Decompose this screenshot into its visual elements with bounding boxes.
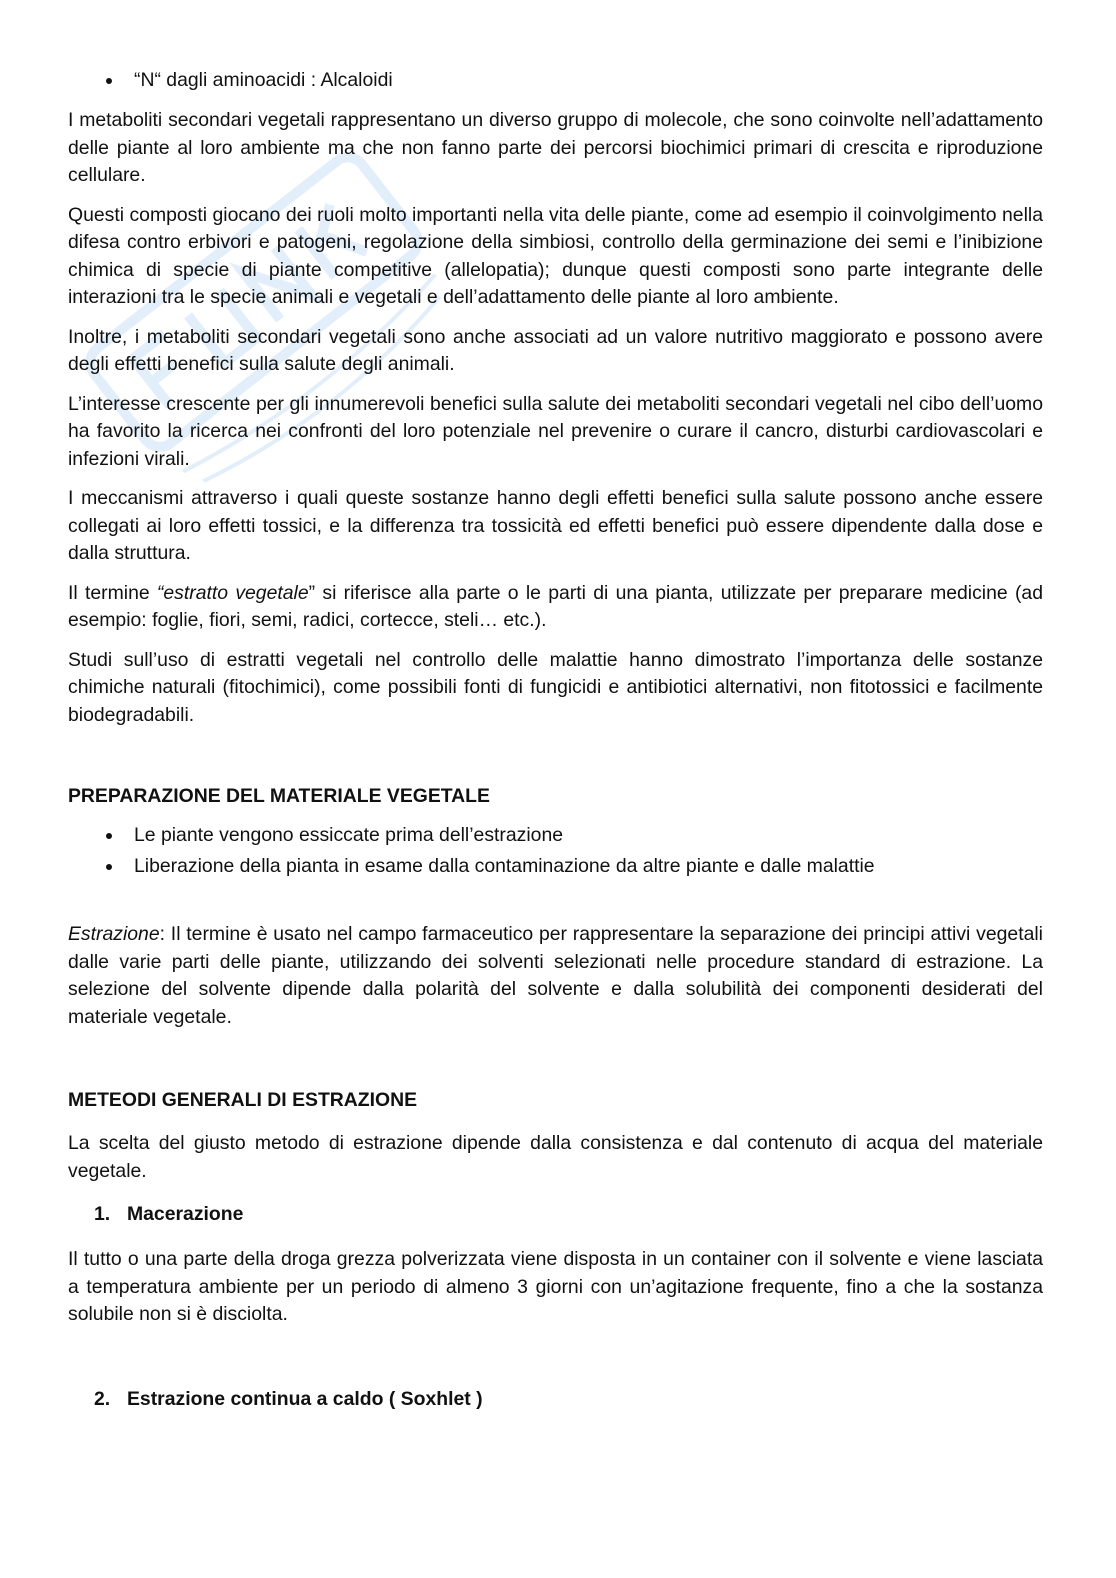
heading-extraction-methods: METEODI GENERALI DI ESTRAZIONE [68,1089,418,1111]
paragraph-secondary-metabolites: I metaboliti secondari vegetali rappresentano un diverso gruppo di molecole, che sono coinvolte nell’adattamento delle piante al loro ambiente ma che non fanno parte dei percorsi biochimici primari di crescita e riproduzione cellulare. [68,109,1043,186]
paragraph-health-interest: L’interesse crescente per gli innumerevoli benefici sulla salute dei metaboliti secondari vegetali nel cibo dell’uomo ha favorito la ricerca nei confronti del loro potenziale nel prevenire o curare il cancro, disturbi cardiovascolari e infezioni virali. [68,392,1043,470]
paragraph-plant-extract-definition: Il termine “estratto vegetale” si riferisce alla parte o le parti di una pianta, utilizzate per preparare medicine (ad esempio: foglie, fiori, semi, radici, cortecce, steli… etc.). [68,581,1043,631]
bullet-dot-icon [106,833,112,839]
bullet-contamination: Liberazione della pianta in esame dalla contaminazione da altre piante e dalle malattie [68,851,1043,882]
term-extraction: Estrazione [68,923,160,945]
paragraph-maceration: Il tutto o una parte della droga grezza polverizzata viene disposta in un container con il solvente e viene lasciata a temperatura ambiente per un periodo di almeno 3 giorni con un’agitazione frequente, fino a che la sostanza solubile non si è disciolta. [68,1248,1043,1325]
method-soxhlet-title: 2. Estrazione continua a caldo ( Soxhlet ) [94,1387,483,1410]
preparation-bullet-list [68,820,1043,882]
bullet-dot-icon [106,78,112,84]
heading-material-preparation: PREPARAZIONE DEL MATERIALE VEGETALE [68,785,490,807]
paragraph-roles: Questi composti giocano dei ruoli molto importanti nella vita delle piante, come ad esempio il coinvolgimento nella difesa contro erbivori e patogeni, regolazione della simbiosi, controllo della germinazione dei semi e l’inibizione chimica di specie di piante competitive (allelopatia); dunque questi composti sono parte integrante delle interazioni tra le specie animali e vegetali e dell’adattamento delle piante al loro ambiente. [68,203,1043,308]
bullet-alkaloids: “N“ dagli aminoacidi : Alcaloidi [68,65,1043,96]
paragraph-mechanisms: I meccanismi attraverso i quali queste sostanze hanno degli effetti benefici sulla salute possono anche essere collegati ai loro effetti tossici, e la differenza tra tossicità ed effetti benefici può essere dipendente dalla dose e dalla struttura. [68,487,1043,564]
paragraph-nutritive-value: Inoltre, i metaboliti secondari vegetali sono anche associati ad un valore nutritivo maggiorato e possono avere degli effetti benefici sulla salute degli animali. [68,325,1043,375]
method-maceration-title: 1. Macerazione [94,1203,244,1225]
paragraph-studies: Studi sull’uso di estratti vegetali nel controllo delle malattie hanno dimostrato l’importanza delle sostanze chimiche naturali (fitochimici), come possibili fonti di fungicidi e antibiotici alternativi, non fitotossici e facilmente biodegradabili. [68,648,1043,726]
bullet-dot-icon [106,864,112,870]
paragraph-extraction-definition: Estrazione: Il termine è usato nel campo farmaceutico per rappresentare la separazione dei principi attivi vegetali dalle varie parti delle piante, utilizzando dei solventi selezionati nelle procedure standard di estrazione. La selezione del solvente dipende dalla polarità del solvente e dalla solubilità dei componenti desiderati del materiale vegetale. [68,923,1043,1028]
paragraph-method-choice: La scelta del giusto metodo di estrazione dipende dalla consistenza e dal contenuto di acqua del materiale vegetale. [68,1132,1043,1182]
top-bullet-list [68,65,1043,96]
document-page [68,62,1043,1413]
bullet-drying: Le piante vengono essiccate prima dell’estrazione [68,820,1043,851]
term-plant-extract: “estratto vegetale [156,581,309,604]
